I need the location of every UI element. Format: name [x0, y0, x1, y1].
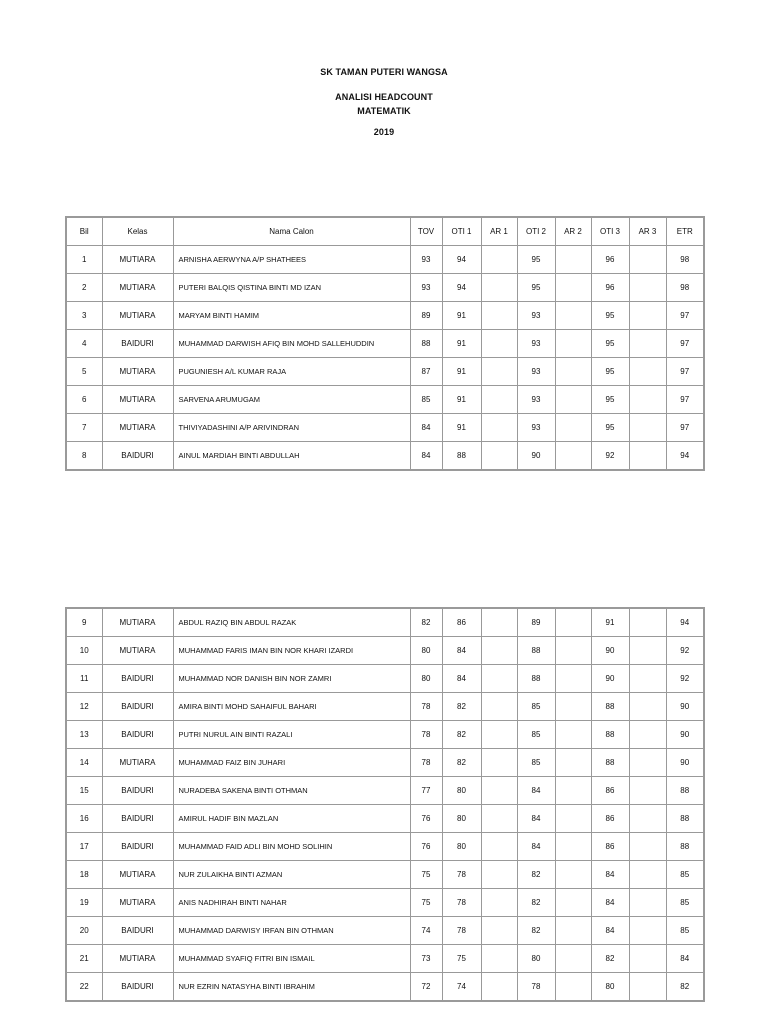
cell-ar3 — [629, 749, 666, 777]
cell-ar2 — [555, 777, 591, 805]
cell-oti2: 84 — [517, 777, 555, 805]
subject-title: MATEMATIK — [357, 106, 411, 116]
cell-tov: 80 — [410, 665, 442, 693]
cell-oti1: 74 — [442, 973, 481, 1002]
cell-ar3 — [629, 330, 666, 358]
cell-oti3: 84 — [591, 917, 629, 945]
cell-tov: 88 — [410, 330, 442, 358]
cell-nama: ANIS NADHIRAH BINTI NAHAR — [173, 889, 410, 917]
cell-kelas: BAIDURI — [102, 777, 173, 805]
cell-oti3: 90 — [591, 637, 629, 665]
cell-ar1 — [481, 665, 517, 693]
cell-ar3 — [629, 246, 666, 274]
cell-ar3 — [629, 889, 666, 917]
cell-ar3 — [629, 274, 666, 302]
cell-ar1 — [481, 861, 517, 889]
cell-nama: ABDUL RAZIQ BIN ABDUL RAZAK — [173, 608, 410, 637]
cell-etr: 97 — [666, 302, 704, 330]
cell-oti1: 78 — [442, 889, 481, 917]
table-row — [66, 749, 704, 777]
table-row — [66, 777, 704, 805]
cell-ar2 — [555, 973, 591, 1002]
cell-bil: 13 — [66, 721, 102, 749]
cell-nama: MUHAMMAD DARWISH AFIQ BIN MOHD SALLEHUDDIN — [173, 330, 410, 358]
cell-bil: 22 — [66, 973, 102, 1002]
cell-bil: 20 — [66, 917, 102, 945]
column-header-ar1: AR 1 — [481, 217, 517, 246]
cell-ar3 — [629, 917, 666, 945]
cell-etr: 88 — [666, 833, 704, 861]
cell-oti3: 95 — [591, 386, 629, 414]
cell-ar3 — [629, 777, 666, 805]
column-header-kelas: Kelas — [102, 217, 173, 246]
cell-tov: 74 — [410, 917, 442, 945]
table-row — [66, 386, 704, 414]
cell-nama: NURADEBA SAKENA BINTI OTHMAN — [173, 777, 410, 805]
cell-kelas: BAIDURI — [102, 973, 173, 1002]
cell-oti2: 85 — [517, 749, 555, 777]
cell-oti1: 86 — [442, 608, 481, 637]
cell-oti1: 80 — [442, 777, 481, 805]
cell-oti3: 86 — [591, 833, 629, 861]
cell-bil: 16 — [66, 805, 102, 833]
cell-kelas: BAIDURI — [102, 693, 173, 721]
cell-oti3: 82 — [591, 945, 629, 973]
cell-oti1: 78 — [442, 917, 481, 945]
cell-ar2 — [555, 637, 591, 665]
cell-oti1: 91 — [442, 386, 481, 414]
cell-tov: 72 — [410, 973, 442, 1002]
cell-kelas: MUTIARA — [102, 386, 173, 414]
cell-tov: 75 — [410, 861, 442, 889]
cell-ar1 — [481, 889, 517, 917]
cell-oti2: 89 — [517, 608, 555, 637]
column-header-oti3: OTI 3 — [591, 217, 629, 246]
cell-ar3 — [629, 693, 666, 721]
cell-etr: 97 — [666, 330, 704, 358]
cell-oti2: 84 — [517, 833, 555, 861]
cell-ar3 — [629, 861, 666, 889]
cell-nama: PUTRI NURUL AIN BINTI RAZALI — [173, 721, 410, 749]
cell-kelas: MUTIARA — [102, 302, 173, 330]
cell-tov: 84 — [410, 414, 442, 442]
cell-bil: 11 — [66, 665, 102, 693]
column-header-tov: TOV — [410, 217, 442, 246]
cell-ar2 — [555, 749, 591, 777]
cell-ar1 — [481, 805, 517, 833]
cell-oti3: 84 — [591, 861, 629, 889]
cell-kelas: MUTIARA — [102, 246, 173, 274]
cell-etr: 92 — [666, 637, 704, 665]
cell-bil: 9 — [66, 608, 102, 637]
cell-etr: 90 — [666, 749, 704, 777]
cell-bil: 7 — [66, 414, 102, 442]
cell-nama: MUHAMMAD DARWISY IRFAN BIN OTHMAN — [173, 917, 410, 945]
cell-oti2: 88 — [517, 665, 555, 693]
cell-kelas: MUTIARA — [102, 637, 173, 665]
table-row — [66, 637, 704, 665]
cell-ar2 — [555, 414, 591, 442]
cell-oti1: 88 — [442, 442, 481, 471]
cell-bil: 17 — [66, 833, 102, 861]
cell-tov: 85 — [410, 386, 442, 414]
headcount-table-page-1 — [65, 216, 705, 471]
cell-ar2 — [555, 302, 591, 330]
cell-oti2: 95 — [517, 246, 555, 274]
cell-nama: AMIRA BINTI MOHD SAHAIFUL BAHARI — [173, 693, 410, 721]
column-header-bil: Bil — [66, 217, 102, 246]
cell-kelas: MUTIARA — [102, 274, 173, 302]
table-row — [66, 973, 704, 1002]
cell-nama: MUHAMMAD FARIS IMAN BIN NOR KHARI IZARDI — [173, 637, 410, 665]
table-row — [66, 721, 704, 749]
year-label: 2019 — [373, 127, 395, 137]
table-row — [66, 833, 704, 861]
cell-ar2 — [555, 889, 591, 917]
column-header-ar2: AR 2 — [555, 217, 591, 246]
table-row — [66, 442, 704, 471]
cell-kelas: BAIDURI — [102, 805, 173, 833]
cell-ar2 — [555, 861, 591, 889]
cell-ar1 — [481, 945, 517, 973]
cell-etr: 98 — [666, 274, 704, 302]
cell-oti3: 88 — [591, 749, 629, 777]
cell-etr: 97 — [666, 386, 704, 414]
cell-ar2 — [555, 246, 591, 274]
cell-oti2: 95 — [517, 274, 555, 302]
cell-oti3: 80 — [591, 973, 629, 1002]
cell-ar2 — [555, 805, 591, 833]
cell-oti1: 78 — [442, 861, 481, 889]
cell-oti3: 92 — [591, 442, 629, 471]
cell-kelas: MUTIARA — [102, 945, 173, 973]
cell-bil: 21 — [66, 945, 102, 973]
cell-ar2 — [555, 330, 591, 358]
cell-bil: 5 — [66, 358, 102, 386]
cell-ar1 — [481, 721, 517, 749]
cell-tov: 78 — [410, 749, 442, 777]
cell-tov: 73 — [410, 945, 442, 973]
cell-bil: 1 — [66, 246, 102, 274]
cell-oti3: 90 — [591, 665, 629, 693]
cell-ar1 — [481, 274, 517, 302]
cell-oti1: 82 — [442, 693, 481, 721]
cell-oti3: 88 — [591, 693, 629, 721]
cell-bil: 14 — [66, 749, 102, 777]
cell-ar3 — [629, 386, 666, 414]
table-row — [66, 889, 704, 917]
cell-bil: 12 — [66, 693, 102, 721]
cell-kelas: BAIDURI — [102, 665, 173, 693]
cell-tov: 77 — [410, 777, 442, 805]
cell-tov: 82 — [410, 608, 442, 637]
table-body-page-2 — [66, 608, 704, 1001]
cell-nama: MARYAM BINTI HAMIM — [173, 302, 410, 330]
cell-bil: 4 — [66, 330, 102, 358]
cell-oti3: 95 — [591, 358, 629, 386]
cell-oti2: 93 — [517, 414, 555, 442]
cell-kelas: MUTIARA — [102, 358, 173, 386]
cell-nama: NUR ZULAIKHA BINTI AZMAN — [173, 861, 410, 889]
column-header-etr: ETR — [666, 217, 704, 246]
cell-bil: 19 — [66, 889, 102, 917]
headcount-table-page-2 — [65, 607, 705, 1002]
cell-oti2: 90 — [517, 442, 555, 471]
cell-nama: AINUL MARDIAH BINTI ABDULLAH — [173, 442, 410, 471]
cell-ar2 — [555, 917, 591, 945]
cell-tov: 78 — [410, 721, 442, 749]
cell-ar2 — [555, 693, 591, 721]
cell-etr: 88 — [666, 805, 704, 833]
cell-ar2 — [555, 721, 591, 749]
column-header-oti1: OTI 1 — [442, 217, 481, 246]
cell-ar3 — [629, 945, 666, 973]
cell-ar3 — [629, 608, 666, 637]
cell-ar3 — [629, 665, 666, 693]
cell-oti3: 84 — [591, 889, 629, 917]
cell-tov: 87 — [410, 358, 442, 386]
cell-ar1 — [481, 749, 517, 777]
table-row — [66, 302, 704, 330]
cell-ar3 — [629, 358, 666, 386]
cell-ar1 — [481, 302, 517, 330]
cell-oti3: 95 — [591, 330, 629, 358]
cell-oti3: 95 — [591, 302, 629, 330]
cell-bil: 18 — [66, 861, 102, 889]
cell-etr: 85 — [666, 917, 704, 945]
cell-ar1 — [481, 246, 517, 274]
cell-nama: PUGUNIESH A/L KUMAR RAJA — [173, 358, 410, 386]
cell-ar3 — [629, 442, 666, 471]
cell-tov: 84 — [410, 442, 442, 471]
table-body-page-1 — [66, 246, 704, 471]
cell-ar2 — [555, 442, 591, 471]
cell-etr: 97 — [666, 358, 704, 386]
cell-oti1: 75 — [442, 945, 481, 973]
cell-etr: 97 — [666, 414, 704, 442]
cell-oti3: 96 — [591, 274, 629, 302]
cell-ar1 — [481, 414, 517, 442]
cell-ar1 — [481, 917, 517, 945]
cell-ar1 — [481, 608, 517, 637]
cell-ar2 — [555, 833, 591, 861]
school-name: SK TAMAN PUTERI WANGSA — [320, 67, 448, 77]
cell-oti1: 80 — [442, 805, 481, 833]
cell-etr: 94 — [666, 608, 704, 637]
cell-ar3 — [629, 805, 666, 833]
table-row — [66, 608, 704, 637]
cell-oti2: 80 — [517, 945, 555, 973]
cell-bil: 15 — [66, 777, 102, 805]
cell-etr: 98 — [666, 246, 704, 274]
cell-ar2 — [555, 608, 591, 637]
cell-ar3 — [629, 414, 666, 442]
cell-kelas: BAIDURI — [102, 442, 173, 471]
cell-nama: PUTERI BALQIS QISTINA BINTI MD IZAN — [173, 274, 410, 302]
column-header-nama-calon: Nama Calon — [173, 217, 410, 246]
cell-oti1: 94 — [442, 246, 481, 274]
cell-oti2: 78 — [517, 973, 555, 1002]
table-row — [66, 358, 704, 386]
cell-ar1 — [481, 330, 517, 358]
cell-ar2 — [555, 945, 591, 973]
cell-etr: 94 — [666, 442, 704, 471]
cell-oti2: 84 — [517, 805, 555, 833]
cell-oti1: 80 — [442, 833, 481, 861]
cell-nama: SARVENA ARUMUGAM — [173, 386, 410, 414]
cell-nama: AMIRUL HADIF BIN MAZLAN — [173, 805, 410, 833]
cell-ar3 — [629, 637, 666, 665]
cell-etr: 85 — [666, 861, 704, 889]
cell-tov: 75 — [410, 889, 442, 917]
cell-kelas: MUTIARA — [102, 861, 173, 889]
cell-ar2 — [555, 358, 591, 386]
cell-ar1 — [481, 637, 517, 665]
table-row — [66, 861, 704, 889]
cell-oti2: 82 — [517, 889, 555, 917]
cell-oti3: 88 — [591, 721, 629, 749]
cell-kelas: BAIDURI — [102, 917, 173, 945]
table-header-row — [66, 217, 704, 246]
cell-ar2 — [555, 386, 591, 414]
cell-kelas: BAIDURI — [102, 330, 173, 358]
cell-oti3: 96 — [591, 246, 629, 274]
table-row — [66, 665, 704, 693]
cell-tov: 93 — [410, 274, 442, 302]
cell-tov: 78 — [410, 693, 442, 721]
column-header-ar3: AR 3 — [629, 217, 666, 246]
table-row — [66, 246, 704, 274]
cell-bil: 3 — [66, 302, 102, 330]
cell-ar1 — [481, 833, 517, 861]
cell-ar1 — [481, 693, 517, 721]
cell-nama: ARNISHA AERWYNA A/P SHATHEES — [173, 246, 410, 274]
cell-ar2 — [555, 665, 591, 693]
table-row — [66, 274, 704, 302]
cell-oti3: 95 — [591, 414, 629, 442]
cell-oti2: 93 — [517, 302, 555, 330]
cell-ar3 — [629, 833, 666, 861]
cell-nama: MUHAMMAD FAIZ BIN JUHARI — [173, 749, 410, 777]
cell-tov: 80 — [410, 637, 442, 665]
table-row — [66, 917, 704, 945]
cell-oti2: 93 — [517, 358, 555, 386]
cell-etr: 90 — [666, 693, 704, 721]
cell-oti2: 85 — [517, 693, 555, 721]
table-row — [66, 330, 704, 358]
cell-ar1 — [481, 442, 517, 471]
cell-etr: 85 — [666, 889, 704, 917]
cell-bil: 2 — [66, 274, 102, 302]
cell-oti2: 93 — [517, 330, 555, 358]
table-row — [66, 945, 704, 973]
table-row — [66, 414, 704, 442]
cell-etr: 88 — [666, 777, 704, 805]
cell-bil: 8 — [66, 442, 102, 471]
cell-oti1: 84 — [442, 665, 481, 693]
cell-oti3: 91 — [591, 608, 629, 637]
cell-ar3 — [629, 721, 666, 749]
cell-tov: 76 — [410, 833, 442, 861]
cell-oti1: 91 — [442, 302, 481, 330]
cell-ar3 — [629, 973, 666, 1002]
cell-oti2: 85 — [517, 721, 555, 749]
cell-oti3: 86 — [591, 777, 629, 805]
cell-etr: 90 — [666, 721, 704, 749]
cell-ar3 — [629, 302, 666, 330]
cell-bil: 10 — [66, 637, 102, 665]
cell-nama: MUHAMMAD FAID ADLI BIN MOHD SOLIHIN — [173, 833, 410, 861]
cell-tov: 89 — [410, 302, 442, 330]
table-row — [66, 693, 704, 721]
cell-kelas: BAIDURI — [102, 833, 173, 861]
cell-nama: MUHAMMAD SYAFIQ FITRI BIN ISMAIL — [173, 945, 410, 973]
cell-etr: 84 — [666, 945, 704, 973]
cell-bil: 6 — [66, 386, 102, 414]
cell-ar1 — [481, 777, 517, 805]
cell-ar1 — [481, 973, 517, 1002]
cell-oti2: 82 — [517, 917, 555, 945]
cell-kelas: BAIDURI — [102, 721, 173, 749]
cell-oti1: 82 — [442, 749, 481, 777]
cell-nama: MUHAMMAD NOR DANISH BIN NOR ZAMRI — [173, 665, 410, 693]
column-header-oti2: OTI 2 — [517, 217, 555, 246]
cell-ar1 — [481, 386, 517, 414]
cell-oti1: 82 — [442, 721, 481, 749]
cell-kelas: MUTIARA — [102, 608, 173, 637]
table-row — [66, 805, 704, 833]
cell-kelas: MUTIARA — [102, 749, 173, 777]
cell-nama: NUR EZRIN NATASYHA BINTI IBRAHIM — [173, 973, 410, 1002]
cell-ar2 — [555, 274, 591, 302]
cell-oti2: 93 — [517, 386, 555, 414]
cell-tov: 93 — [410, 246, 442, 274]
cell-kelas: MUTIARA — [102, 889, 173, 917]
cell-oti2: 88 — [517, 637, 555, 665]
cell-oti1: 91 — [442, 330, 481, 358]
cell-oti1: 91 — [442, 358, 481, 386]
cell-oti1: 94 — [442, 274, 481, 302]
cell-tov: 76 — [410, 805, 442, 833]
cell-oti1: 84 — [442, 637, 481, 665]
cell-ar1 — [481, 358, 517, 386]
cell-oti1: 91 — [442, 414, 481, 442]
document-title: ANALISI HEADCOUNT — [335, 92, 433, 102]
cell-etr: 92 — [666, 665, 704, 693]
cell-etr: 82 — [666, 973, 704, 1002]
cell-oti3: 86 — [591, 805, 629, 833]
cell-oti2: 82 — [517, 861, 555, 889]
cell-kelas: MUTIARA — [102, 414, 173, 442]
cell-nama: THIVIYADASHINI A/P ARIVINDRAN — [173, 414, 410, 442]
